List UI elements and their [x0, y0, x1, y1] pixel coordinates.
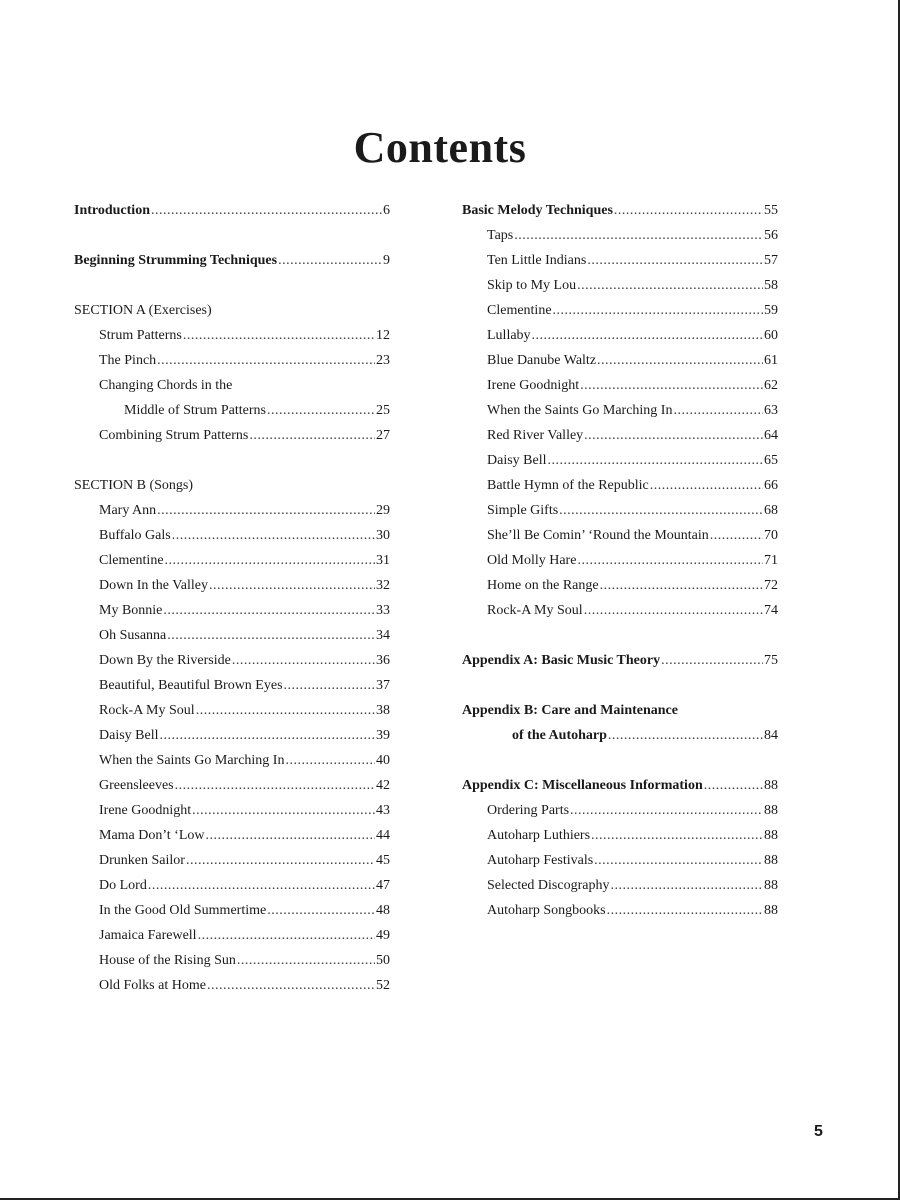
toc-entry-page: 88 — [764, 778, 778, 793]
toc-entry-page: 71 — [764, 553, 778, 568]
toc-entry[interactable] — [74, 373, 390, 398]
toc-entry-page: 72 — [764, 578, 778, 593]
dot-leader — [148, 873, 375, 898]
toc-entry-page: 70 — [764, 528, 778, 543]
section-heading-text: SECTION A (Exercises) — [74, 303, 212, 318]
dot-leader — [186, 848, 375, 873]
dot-leader — [267, 398, 375, 423]
toc-entry-page: 57 — [764, 253, 778, 268]
toc-entry[interactable] — [74, 648, 390, 673]
dot-leader — [151, 198, 382, 223]
toc-entry-page: 74 — [764, 603, 778, 618]
dot-leader — [584, 598, 763, 623]
dot-leader — [594, 848, 763, 873]
toc-entry[interactable] — [462, 373, 778, 398]
toc-entry-title: Middle of Strum Patterns — [124, 403, 266, 418]
dot-leader — [249, 423, 375, 448]
dot-leader — [597, 348, 763, 373]
dot-leader — [284, 673, 375, 698]
toc-entry-title: Red River Valley — [487, 428, 584, 443]
toc-entry[interactable] — [74, 948, 390, 973]
toc-entry[interactable] — [74, 898, 390, 923]
toc-entry-page: 50 — [376, 953, 390, 968]
toc-entry-page: 63 — [764, 403, 778, 418]
section-b-heading — [74, 473, 390, 498]
dot-leader — [285, 748, 375, 773]
dot-leader — [614, 198, 763, 223]
dot-leader — [559, 498, 763, 523]
dot-leader — [157, 348, 375, 373]
dot-leader — [608, 723, 763, 748]
toc-entry-title: Drunken Sailor — [99, 853, 185, 868]
toc-entry-title: Daisy Bell — [487, 453, 547, 468]
toc-entry-title: Autoharp Luthiers — [487, 828, 591, 843]
toc-entry[interactable] — [74, 573, 390, 598]
toc-entry[interactable] — [74, 748, 390, 773]
toc-entry-page: 61 — [764, 353, 778, 368]
toc-right-column — [462, 198, 778, 923]
dot-leader — [232, 648, 375, 673]
toc-entry[interactable] — [462, 323, 778, 348]
toc-entry-title: Combining Strum Patterns — [99, 428, 249, 443]
toc-entry-title: My Bonnie — [99, 603, 163, 618]
toc-entry-page: 84 — [764, 728, 778, 743]
toc-entry-title: In the Good Old Summertime — [99, 903, 267, 918]
dot-leader — [157, 498, 375, 523]
dot-leader — [661, 648, 763, 673]
toc-entry-appendix-b-line2[interactable] — [462, 723, 778, 748]
toc-entry-title: Beginning Strumming Techniques — [74, 253, 278, 268]
toc-entry-title: Simple Gifts — [487, 503, 559, 518]
toc-entry[interactable] — [462, 298, 778, 323]
toc-entry-page: 88 — [764, 828, 778, 843]
toc-entry[interactable] — [74, 398, 390, 423]
toc-entry-title: Down In the Valley — [99, 578, 208, 593]
toc-entry-page: 45 — [376, 853, 390, 868]
toc-entry[interactable] — [462, 498, 778, 523]
section-b-list — [74, 498, 390, 998]
toc-entry-page: 40 — [376, 753, 390, 768]
toc-entry-title: Ordering Parts — [487, 803, 570, 818]
dot-leader — [577, 273, 763, 298]
toc-entry[interactable] — [462, 823, 778, 848]
toc-entry-title: Ten Little Indians — [487, 253, 587, 268]
toc-entry-title: Strum Patterns — [99, 328, 182, 343]
toc-entry-title: Autoharp Songbooks — [487, 903, 606, 918]
page-number: 5 — [814, 1123, 823, 1140]
toc-entry-page: 65 — [764, 453, 778, 468]
toc-entry-page: 88 — [764, 878, 778, 893]
toc-entry-title: The Pinch — [99, 353, 157, 368]
dot-leader — [198, 923, 375, 948]
dot-leader — [209, 573, 375, 598]
appendix-c-list — [462, 798, 778, 923]
toc-entry[interactable] — [462, 273, 778, 298]
toc-entry-title: Old Molly Hare — [487, 553, 577, 568]
toc-entry[interactable] — [462, 873, 778, 898]
dot-leader — [167, 623, 375, 648]
toc-entry[interactable] — [74, 548, 390, 573]
toc-entry[interactable] — [462, 898, 778, 923]
toc-entry-title: Changing Chords in the — [99, 378, 233, 393]
toc-entry-page: 39 — [376, 728, 390, 743]
toc-entry-title: House of the Rising Sun — [99, 953, 236, 968]
toc-entry[interactable] — [462, 548, 778, 573]
toc-entry-page: 62 — [764, 378, 778, 393]
toc-entry-page: 88 — [764, 853, 778, 868]
toc-entry-page: 33 — [376, 603, 390, 618]
toc-entry-title: Appendix C: Miscellaneous Information — [462, 778, 703, 793]
dot-leader — [160, 723, 376, 748]
toc-entry-title: Do Lord — [99, 878, 147, 893]
toc-entry-page: 44 — [376, 828, 390, 843]
toc-entry[interactable] — [462, 398, 778, 423]
dot-leader — [591, 823, 763, 848]
dot-leader — [577, 548, 763, 573]
toc-entry[interactable] — [462, 573, 778, 598]
dot-leader — [650, 473, 763, 498]
toc-entry[interactable] — [74, 698, 390, 723]
dot-leader — [206, 823, 376, 848]
toc-entry-page: 64 — [764, 428, 778, 443]
dot-leader — [553, 298, 763, 323]
toc-entry-title: Jamaica Farewell — [99, 928, 197, 943]
toc-entry-title: Down By the Riverside — [99, 653, 231, 668]
toc-entry[interactable] — [74, 673, 390, 698]
dot-leader — [237, 948, 375, 973]
toc-entry-title: She’ll Be Comin’ ‘Round the Mountain — [487, 528, 709, 543]
section-heading-text: SECTION B (Songs) — [74, 478, 194, 493]
toc-entry-appendix-a[interactable] — [462, 648, 778, 673]
toc-entry[interactable] — [462, 848, 778, 873]
toc-entry-page: 6 — [383, 203, 390, 218]
toc-entry-title: Daisy Bell — [99, 728, 159, 743]
dot-leader — [207, 973, 375, 998]
dot-leader — [584, 423, 763, 448]
toc-entry-title: Clementine — [99, 553, 164, 568]
toc-entry-page: 37 — [376, 678, 390, 693]
toc-entry-title: Selected Discography — [487, 878, 610, 893]
toc-entry[interactable] — [74, 773, 390, 798]
dot-leader — [570, 798, 763, 823]
toc-entry[interactable] — [74, 498, 390, 523]
toc-entry[interactable] — [462, 348, 778, 373]
toc-entry-title: Old Folks at Home — [99, 978, 206, 993]
toc-entry-title: Home on the Range — [487, 578, 599, 593]
dot-leader — [192, 798, 375, 823]
toc-entry-title: Lullaby — [487, 328, 531, 343]
dot-leader — [600, 573, 763, 598]
toc-entry[interactable] — [74, 423, 390, 448]
toc-entry-page: 88 — [764, 803, 778, 818]
toc-entry-page: 30 — [376, 528, 390, 543]
dot-leader — [580, 373, 763, 398]
toc-entry[interactable] — [74, 848, 390, 873]
toc-entry[interactable] — [462, 223, 778, 248]
toc-entry-title: Mama Don’t ‘Low — [99, 828, 205, 843]
section-a-heading — [74, 298, 390, 323]
toc-entry-appendix-b-line1[interactable] — [462, 698, 778, 723]
toc-entry-title: Basic Melody Techniques — [462, 203, 613, 218]
toc-entry[interactable] — [462, 448, 778, 473]
toc-entry-basic-melody[interactable] — [462, 198, 778, 223]
toc-entry-appendix-c[interactable] — [462, 773, 778, 798]
toc-entry[interactable] — [74, 348, 390, 373]
dot-leader — [175, 773, 375, 798]
toc-entry-introduction[interactable] — [74, 198, 390, 223]
toc-entry-title: When the Saints Go Marching In — [99, 753, 285, 768]
toc-entry-page: 25 — [376, 403, 390, 418]
toc-entry-title: Rock-A My Soul — [99, 703, 195, 718]
toc-entry-page: 66 — [764, 478, 778, 493]
toc-entry-page: 68 — [764, 503, 778, 518]
toc-entry[interactable] — [462, 248, 778, 273]
toc-entry-page: 42 — [376, 778, 390, 793]
toc-entry-page: 52 — [376, 978, 390, 993]
dot-leader — [514, 223, 763, 248]
dot-leader — [278, 248, 382, 273]
toc-entry-page: 75 — [764, 653, 778, 668]
toc-entry-page: 43 — [376, 803, 390, 818]
toc-entry-page: 29 — [376, 503, 390, 518]
toc-entry-title: Blue Danube Waltz — [487, 353, 597, 368]
toc-entry-page: 59 — [764, 303, 778, 318]
toc-entry-page: 12 — [376, 328, 390, 343]
section-a-list — [74, 323, 390, 448]
dot-leader — [196, 698, 375, 723]
toc-entry-page: 34 — [376, 628, 390, 643]
dot-leader — [165, 548, 375, 573]
toc-entry[interactable] — [74, 598, 390, 623]
dot-leader — [710, 523, 763, 548]
toc-entry-title: Appendix B: Care and Maintenance — [462, 703, 678, 718]
toc-entry-title: Rock-A My Soul — [487, 603, 583, 618]
toc-entry[interactable] — [462, 523, 778, 548]
toc-left-column — [74, 198, 390, 998]
toc-entry[interactable] — [74, 923, 390, 948]
toc-entry-page: 31 — [376, 553, 390, 568]
dot-leader — [704, 773, 763, 798]
toc-entry[interactable] — [462, 598, 778, 623]
dot-leader — [532, 323, 763, 348]
page-title: Contents — [353, 123, 527, 172]
toc-entry-page: 48 — [376, 903, 390, 918]
toc-entry[interactable] — [74, 623, 390, 648]
toc-entry-page: 88 — [764, 903, 778, 918]
dot-leader — [548, 448, 764, 473]
toc-entry[interactable] — [74, 798, 390, 823]
toc-entry-page: 47 — [376, 878, 390, 893]
toc-entry[interactable] — [74, 873, 390, 898]
toc-entry-title: Clementine — [487, 303, 552, 318]
toc-entry-title: Taps — [487, 228, 514, 243]
toc-entry[interactable] — [74, 823, 390, 848]
dot-leader — [587, 248, 763, 273]
toc-entry[interactable] — [462, 798, 778, 823]
toc-entry-title: Autoharp Festivals — [487, 853, 594, 868]
dot-leader — [673, 398, 763, 423]
toc-entry-page: 49 — [376, 928, 390, 943]
toc-entry[interactable] — [462, 423, 778, 448]
toc-entry-title: Irene Goodnight — [487, 378, 580, 393]
toc-entry-page: 27 — [376, 428, 390, 443]
toc-entry-title: Beautiful, Beautiful Brown Eyes — [99, 678, 283, 693]
toc-entry-page: 38 — [376, 703, 390, 718]
melody-list — [462, 223, 778, 623]
toc-entry[interactable] — [74, 723, 390, 748]
toc-entry-title: Appendix A: Basic Music Theory — [462, 653, 661, 668]
toc-entry[interactable] — [74, 323, 390, 348]
dot-leader — [267, 898, 375, 923]
toc-entry[interactable] — [462, 473, 778, 498]
toc-entry-page: 58 — [764, 278, 778, 293]
toc-entry-page: 9 — [383, 253, 390, 268]
toc-entry[interactable] — [74, 973, 390, 998]
toc-entry-title: Irene Goodnight — [99, 803, 192, 818]
dot-leader — [183, 323, 375, 348]
dot-leader — [610, 873, 763, 898]
toc-entry-title: of the Autoharp — [512, 728, 607, 743]
toc-entry-page: 56 — [764, 228, 778, 243]
toc-entry-title: Greensleeves — [99, 778, 174, 793]
dot-leader — [172, 523, 375, 548]
toc-entry-page: 60 — [764, 328, 778, 343]
toc-entry-page: 36 — [376, 653, 390, 668]
toc-entry-title: Skip to My Lou — [487, 278, 577, 293]
toc-entry-title: Battle Hymn of the Republic — [487, 478, 649, 493]
toc-entry-page: 55 — [764, 203, 778, 218]
toc-entry-title: Oh Susanna — [99, 628, 167, 643]
toc-entry-title: When the Saints Go Marching In — [487, 403, 673, 418]
toc-entry-title: Buffalo Gals — [99, 528, 171, 543]
dot-leader — [163, 598, 375, 623]
dot-leader — [607, 898, 763, 923]
toc-entry[interactable] — [74, 523, 390, 548]
toc-entry-page: 23 — [376, 353, 390, 368]
toc-entry-beginning-strumming[interactable] — [74, 248, 390, 273]
toc-entry-title: Mary Ann — [99, 503, 157, 518]
toc-entry-title: Introduction — [74, 203, 150, 218]
toc-entry-page: 32 — [376, 578, 390, 593]
